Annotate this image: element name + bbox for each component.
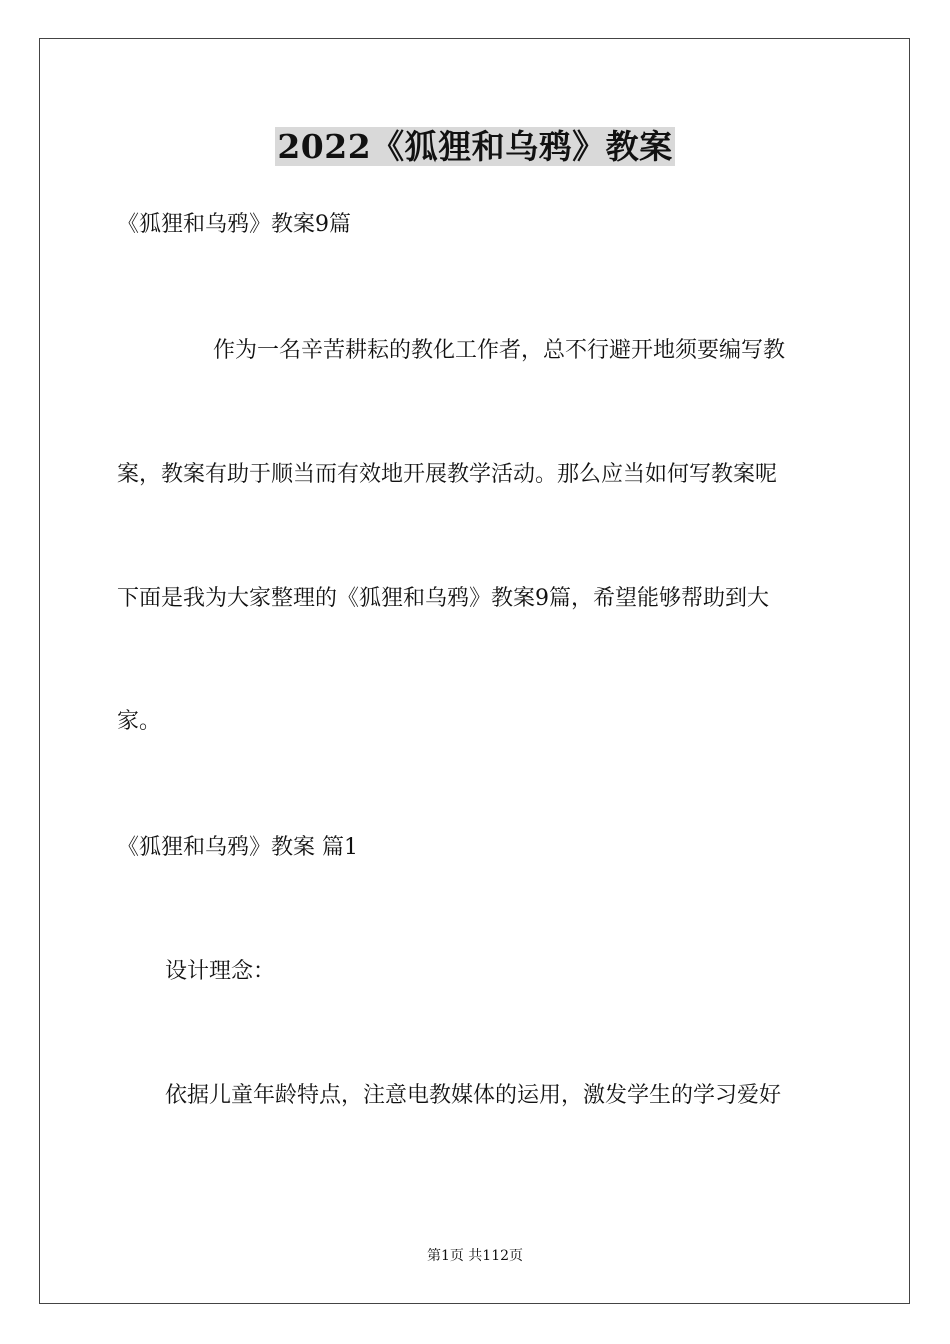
document-title: 2022《狐狸和乌鸦》教案 bbox=[277, 127, 673, 166]
body-line: 依据儿童年龄特点，注意电教媒体的运用，激发学生的学习爱好 bbox=[165, 1083, 782, 1108]
intro-line-4: 家。 bbox=[117, 709, 162, 734]
design-label: 设计理念： bbox=[165, 959, 276, 984]
document-subtitle: 《狐狸和乌鸦》教案9篇 bbox=[117, 212, 351, 237]
document-title-wrapper bbox=[0, 124, 950, 170]
intro-line-1: 作为一名辛苦耕耘的教化工作者，总不行避开地须要编写教 bbox=[213, 338, 786, 363]
intro-line-2: 案，教案有助于顺当而有效地开展教学活动。那么应当如何写教案呢 bbox=[117, 462, 778, 487]
section-heading: 《狐狸和乌鸦》教案 篇1 bbox=[117, 835, 358, 860]
page-footer: 第1页 共112页 bbox=[426, 1248, 524, 1264]
intro-line-3: 下面是我为大家整理的《狐狸和乌鸦》教案9篇，希望能够帮助到大 bbox=[117, 586, 769, 611]
